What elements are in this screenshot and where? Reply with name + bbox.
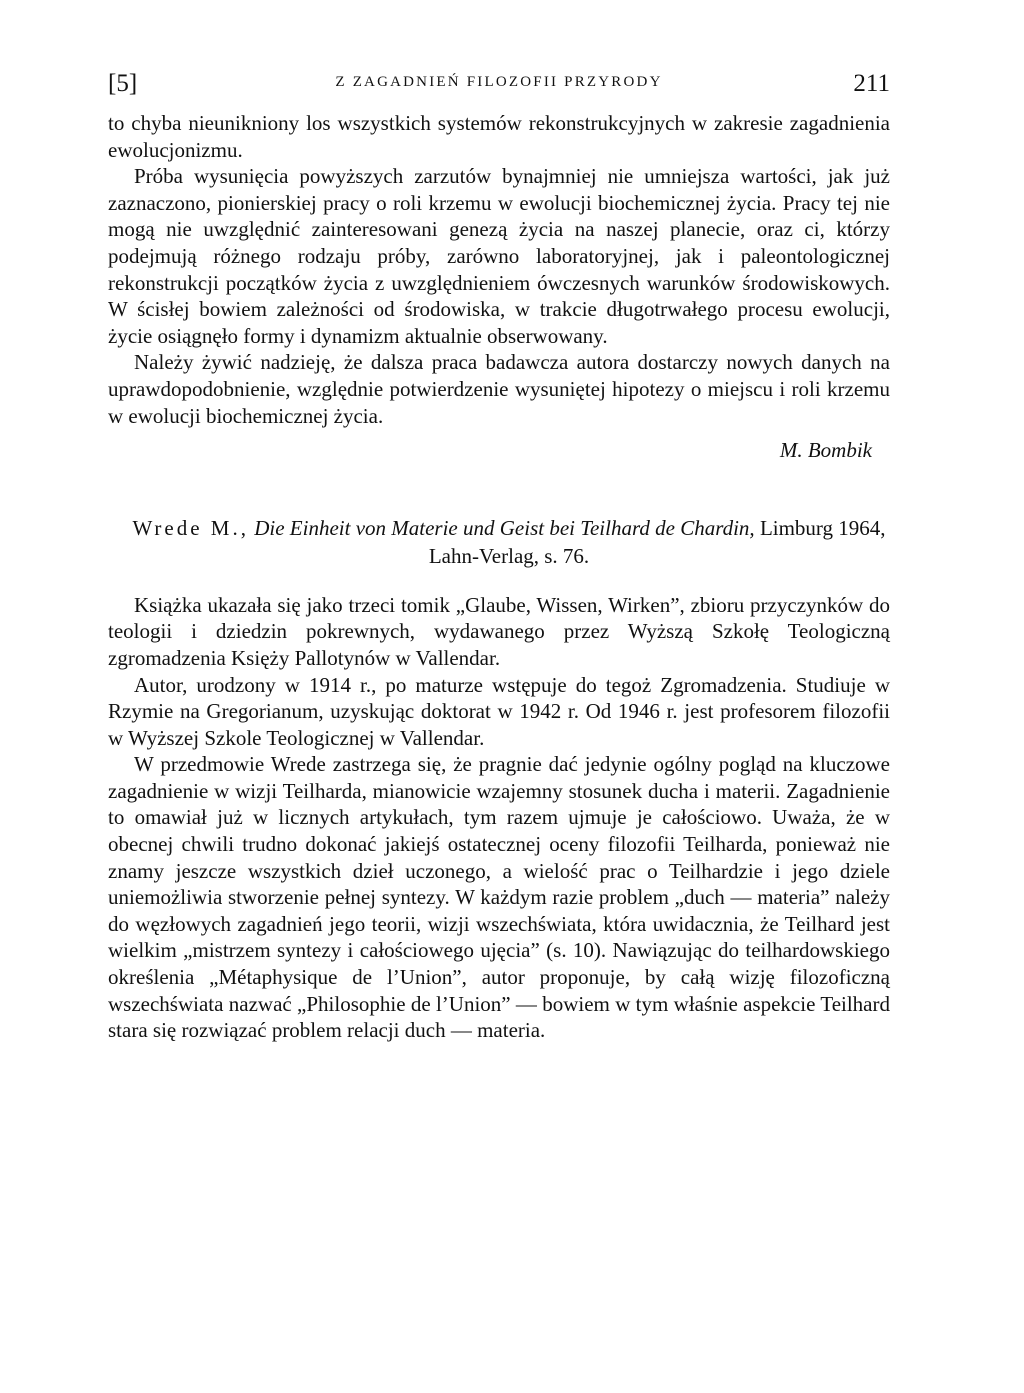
- paragraph: Próba wysunięcia powyższych zarzutów bynajmniej nie umniejsza wartości, jak już zaznaczono, pionierskiej pracy o roli krzemu w ewolucji biochemicznej życia. Pracy tej nie mogą nie uwzględnić zainteresowani genezą życia na naszej planecie, oraz ci, którzy podejmują różnego rodzaju próby, zarówno laboratoryjnej, jak i paleontologicznej rekonstrukcji początków życia z uwzględnieniem ówczesnych warunków środowiskowych. W ścisłej bowiem zależności od środowiska, w trakcie długotrwałego procesu ewolucji, życie osiągnęło formy i dynamizm aktualnie obserwowany.: [108, 164, 890, 348]
- section-review-end: [108, 110, 890, 464]
- page: [108, 60, 890, 1044]
- review-body: [108, 592, 890, 1044]
- running-header: [108, 60, 890, 110]
- page-number: 211: [853, 70, 890, 97]
- section-number: [5]: [108, 70, 138, 97]
- running-title: Z ZAGADNIEŃ FILOZOFII PRZYRODY: [335, 74, 663, 90]
- paragraph: Książka ukazała się jako trzeci tomik „Glaube, Wissen, Wirken”, zbioru przyczynków do teologii i dziedzin pokrewnych, wydawanego przez Wyższą Szkołę Teologiczną zgromadzenia Księży Pallotynów w Vallendar.: [108, 592, 890, 670]
- paragraph: Autor, urodzony w 1914 r., po maturze wstępuje do tegoż Zgromadzenia. Studiuje w Rzymie na Gregorianum, uzyskując doktorat w 1942 r. Od 1946 r. jest profesorem filozofii w Wyższej Szkole Teologicznej w Vallendar.: [108, 672, 890, 750]
- paragraph: Należy żywić nadzieję, że dalsza praca badawcza autora dostarczy nowych danych na uprawdopodobnienie, względnie potwierdzenie wysuniętej hipotezy o miejscu i roli krzemu w ewolucji biochemicznej życia.: [108, 350, 890, 428]
- review-citation: [108, 514, 890, 570]
- citation-title: Die Einheit von Materie und Geist bei Teilhard de Chardin,: [254, 515, 755, 540]
- paragraph: W przedmowie Wrede zastrzega się, że pragnie dać jedynie ogólny pogląd na kluczowe zagadnienie w wizji Teilharda, mianowicie wzajemny stosunek ducha i materii. Zagadnienie to omawiał już w licznych artykułach, tym razem ujmuje je całościowo. Uważa, że w obecnej chwili trudno dokonać jakiejś ostatecznej oceny filozofii Teilharda, ponieważ nie znamy jeszcze wszystkich dzieł uczonego, a wielość prac o Teilhardzie i jego dziele uniemożliwia stworzenie pełnej syntezy. W każdym razie problem „duch — materia” należy do węzłowych zagadnień jego teorii, wizji wszechświata, która uwidacznia, że Teilhard jest wielkim „mistrzem syntezy i całościowego ujęcia” (s. 10). Nawiązując do teilhardowskiego określenia „Métaphysique de l’Union”, autor proponuje, by całą wizję filozoficzną wszechświata nazwać „Philosophie de l’Union” — bowiem w tym właśnie aspekcie Teilhard stara się rozwiązać problem relacji duch — materia.: [108, 752, 890, 1043]
- paragraph: to chyba nieunikniony los wszystkich systemów rekonstrukcyjnych w zakresie zagadnienia ewolucjonizmu.: [108, 111, 890, 162]
- reviewer-signature: M. Bombik: [779, 438, 872, 463]
- citation-author: Wrede M.,: [132, 515, 249, 540]
- citation-publication: Limburg 1964, Lahn-Verlag, s. 76.: [428, 515, 886, 568]
